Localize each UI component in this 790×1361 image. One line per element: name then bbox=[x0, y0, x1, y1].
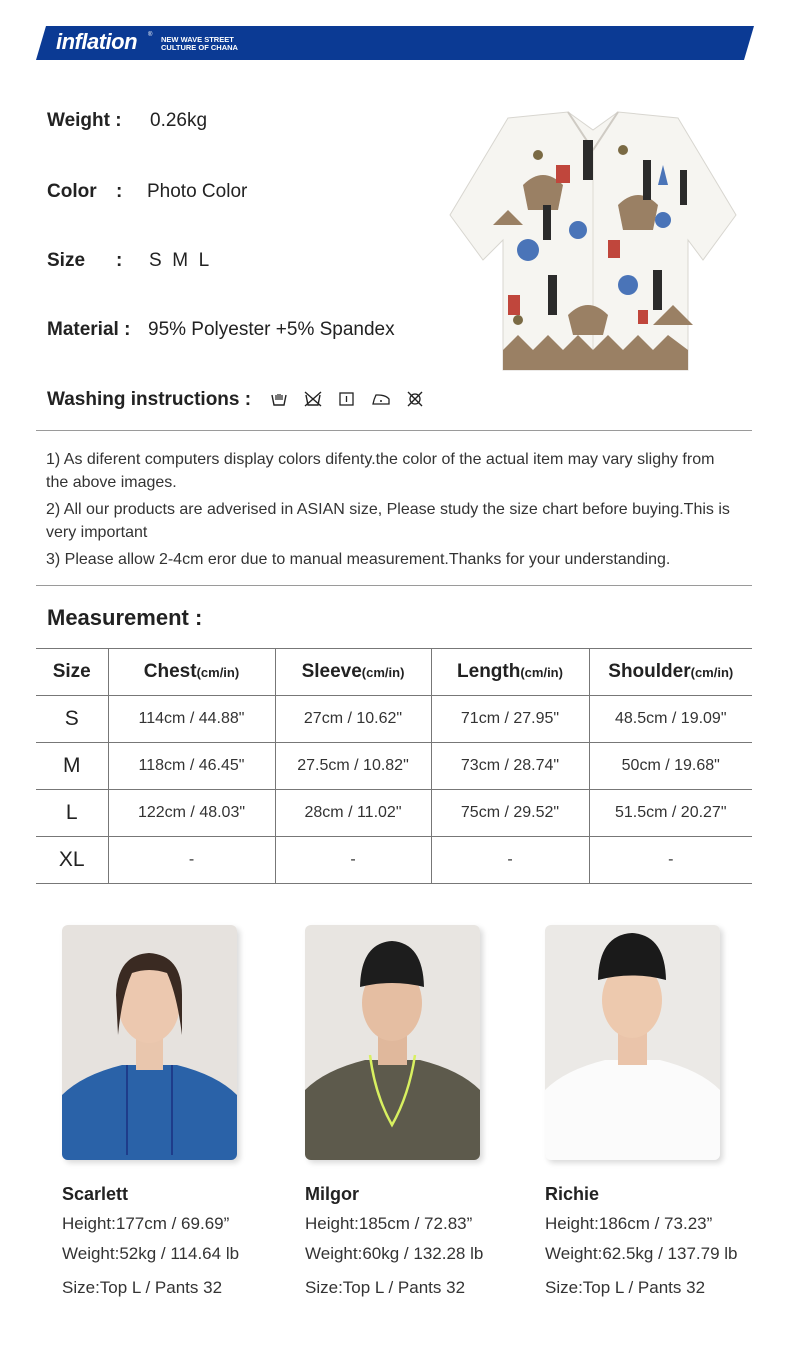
model-photo bbox=[305, 925, 480, 1160]
model-height: Height:186cm / 73.23” bbox=[545, 1214, 713, 1233]
header-size: Size bbox=[36, 649, 108, 696]
row-length: - bbox=[431, 837, 589, 884]
note-1: 1) As diferent computers display colors difenty.the color of the actual item may vary slighy from the above images. bbox=[46, 451, 715, 491]
row-shoulder: - bbox=[589, 837, 752, 884]
model-photo bbox=[62, 925, 237, 1160]
weight-label: Weight : bbox=[47, 110, 122, 131]
brand-tagline bbox=[161, 36, 238, 52]
color-value: Photo Color bbox=[147, 181, 248, 202]
hand-wash-icon bbox=[270, 391, 292, 409]
row-shoulder: 48.5cm / 19.09" bbox=[589, 696, 752, 743]
material-value: 95% Polyester +5% Spandex bbox=[148, 319, 395, 340]
color-colon: : bbox=[116, 181, 123, 202]
model-name: Scarlett bbox=[62, 1184, 129, 1204]
model-weight: Weight:62.5kg / 137.79 lb bbox=[545, 1244, 738, 1263]
model-size: Size:Top L / Pants 32 bbox=[62, 1278, 223, 1297]
header-sleeve: Sleeve(cm/in) bbox=[275, 649, 431, 696]
model-photo bbox=[545, 925, 720, 1160]
model-weight: Weight:52kg / 114.64 lb bbox=[62, 1244, 240, 1263]
model-size: Size:Top L / Pants 32 bbox=[305, 1278, 466, 1297]
table-header-row bbox=[36, 649, 752, 696]
table-row bbox=[36, 837, 752, 884]
table-row bbox=[36, 743, 752, 790]
banner-background bbox=[36, 26, 754, 60]
row-length: 71cm / 27.95" bbox=[431, 696, 589, 743]
note-2: 2) All our products are adverised in ASIAN size, Please study the size chart before buying.This is very important bbox=[46, 501, 730, 541]
model-card-milgor bbox=[305, 925, 535, 1298]
brand-banner bbox=[36, 26, 754, 60]
brand-logo: inflation bbox=[56, 29, 138, 54]
model-height: Height:185cm / 72.83” bbox=[305, 1214, 473, 1233]
model-name: Milgor bbox=[305, 1184, 359, 1204]
size-label: Size bbox=[47, 250, 86, 271]
row-sleeve: - bbox=[275, 837, 431, 884]
table-row bbox=[36, 696, 752, 743]
brand-tagline-line-1: NEW WAVE STREET bbox=[161, 35, 234, 44]
color-label: Color bbox=[47, 181, 97, 202]
model-size: Size:Top L / Pants 32 bbox=[545, 1278, 706, 1297]
row-size: XL bbox=[36, 837, 108, 884]
header-chest: Chest(cm/in) bbox=[108, 649, 275, 696]
size-value: S M L bbox=[149, 250, 210, 271]
shirt-product-image bbox=[448, 110, 738, 375]
row-sleeve: 27cm / 10.62" bbox=[275, 696, 431, 743]
washing-label: Washing instructions : bbox=[47, 389, 252, 410]
iron-low-icon bbox=[372, 391, 394, 409]
row-chest: 118cm / 46.45" bbox=[108, 743, 275, 790]
model-card-scarlett bbox=[62, 925, 292, 1298]
size-chart-table bbox=[36, 648, 752, 884]
divider-top bbox=[36, 430, 752, 431]
size-colon: : bbox=[116, 250, 123, 271]
brand-tagline-line-2: CULTURE OF CHANA bbox=[161, 43, 238, 52]
divider-bottom bbox=[36, 585, 752, 586]
row-chest: 122cm / 48.03" bbox=[108, 790, 275, 837]
model-weight: Weight:60kg / 132.28 lb bbox=[305, 1244, 484, 1263]
header-shoulder: Shoulder(cm/in) bbox=[589, 649, 752, 696]
row-shoulder: 50cm / 19.68" bbox=[589, 743, 752, 790]
row-size: L bbox=[36, 790, 108, 837]
row-size: S bbox=[36, 696, 108, 743]
row-length: 75cm / 29.52" bbox=[431, 790, 589, 837]
row-length: 73cm / 28.74" bbox=[431, 743, 589, 790]
tumble-dry-icon bbox=[338, 391, 360, 409]
no-dry-clean-icon bbox=[406, 391, 428, 409]
washing-icons bbox=[270, 391, 428, 409]
row-chest: - bbox=[108, 837, 275, 884]
model-height: Height:177cm / 69.69” bbox=[62, 1214, 230, 1233]
table-row bbox=[36, 790, 752, 837]
note-3: 3) Please allow 2-4cm eror due to manual measurement.Thanks for your understanding. bbox=[46, 551, 671, 568]
measurement-title: Measurement : bbox=[47, 605, 203, 630]
model-name: Richie bbox=[545, 1184, 600, 1204]
model-card-richie bbox=[545, 925, 775, 1298]
notes-section bbox=[46, 448, 736, 575]
material-label: Material : bbox=[47, 319, 131, 340]
row-chest: 114cm / 44.88" bbox=[108, 696, 275, 743]
brand-registered-mark: ® bbox=[148, 32, 153, 38]
weight-value: 0.26kg bbox=[150, 110, 208, 131]
row-size: M bbox=[36, 743, 108, 790]
header-length: Length(cm/in) bbox=[431, 649, 589, 696]
row-sleeve: 28cm / 11.02" bbox=[275, 790, 431, 837]
no-wash-icon bbox=[304, 391, 326, 409]
row-sleeve: 27.5cm / 10.82" bbox=[275, 743, 431, 790]
row-shoulder: 51.5cm / 20.27" bbox=[589, 790, 752, 837]
